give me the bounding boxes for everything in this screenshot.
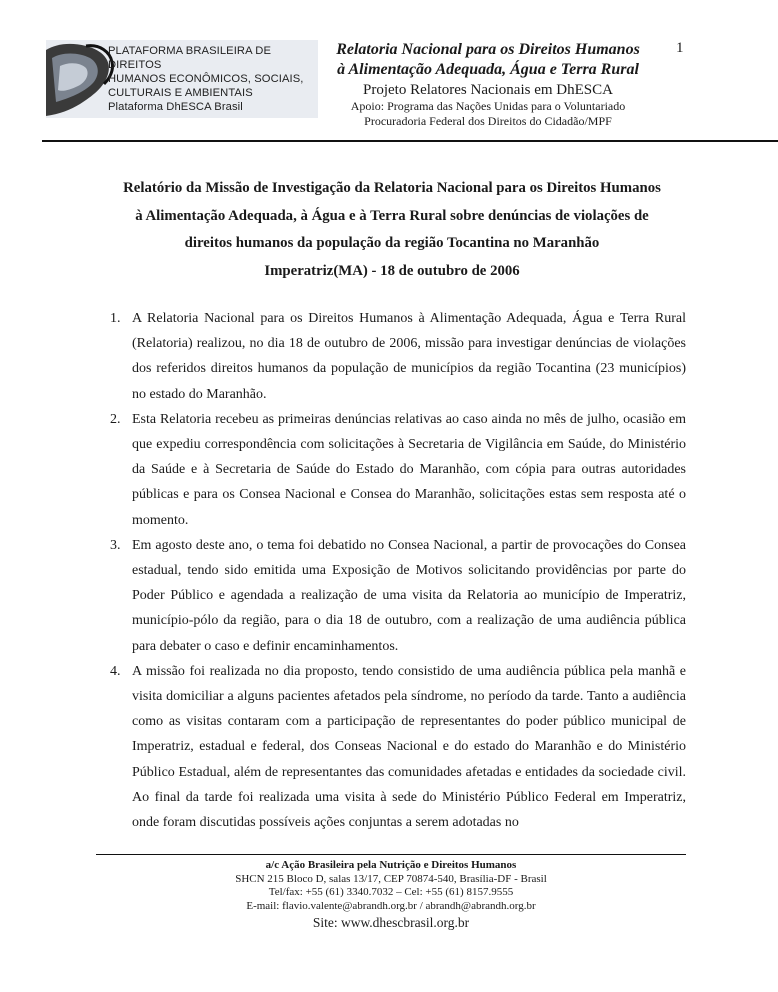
header-support-line2: Procuradoria Federal dos Direitos do Cidadão/MPF (364, 114, 612, 128)
logo-line: CULTURAIS E AMBIENTAIS (108, 87, 253, 99)
title-line: Relatório da Missão de Investigação da Relatoria Nacional para os Direitos Humanos (123, 180, 661, 196)
paragraph-text: A Relatoria Nacional para os Direitos Humanos à Alimentação Adequada, Água e Terra Rural (Relatoria) realizou, no dia 18 de outubro de 2006, missão para investigar denúncias de violações dos referidos direitos humanos da população de municípios da região Tocantina (23 municípios) no estado do Maranhão. (132, 311, 686, 402)
header-project: Projeto Relatores Nacionais em DhESCA (363, 82, 613, 98)
paragraph-list (104, 306, 686, 835)
footer-divider (96, 854, 686, 855)
footer-site: Site: www.dhescbrasil.org.br (312, 914, 470, 930)
title-line: à Alimentação Adequada, à Água e à Terra Rural sobre denúncias de violações de (135, 207, 649, 224)
paragraph (104, 407, 686, 533)
paragraph-number: 2. (110, 411, 121, 427)
paragraph-text: Em agosto deste ano, o tema foi debatido no Consea Nacional, a partir de provocações do Consea estadual, tendo sido emitida uma Exposição de Motivos solicitando providências por parte do Poder Público e agendada a realização de uma visita da Relatoria ao município de Imperatriz, município-pólo da região, para o dia 18 de outubro, com a realização de uma audiência pública para debater o caso e definir encaminhamentos. (132, 537, 686, 654)
header-title-line2: à Alimentação Adequada, Água e Terra Rural (337, 61, 639, 78)
paragraph-text: Esta Relatoria recebeu as primeiras denúncias relativas ao caso ainda no mês de julho, ocasião em que expediu correspondência com solicitações à Secretaria de Vigilância em Saúde, do Ministério da Saúde e à Secretaria de Saúde do Estado do Maranhão, com cópia para outras autoridades públicas e para os Consea Nacional e Consea do Maranhão, solicitações estas sem resposta até o momento. (132, 411, 686, 528)
logo-line: PLATAFORMA BRASILEIRA DE DIREITOS (108, 45, 272, 71)
paragraph (104, 659, 686, 835)
logo-line: HUMANOS ECONÔMICOS, SOCIAIS, (108, 73, 304, 85)
paragraph-number: 4. (110, 663, 121, 679)
paragraph-text: A missão foi realizada no dia proposto, tendo consistido de uma audiência pública pela manhã e visita domiciliar a alguns pacientes afetados pela síndrome, no período da tarde. Tanto a audiência como as visitas contaram com a participação de representantes do poder público municipal de Imperatriz, estadual e federal, dos Conseas Nacional e do estado do Maranhão e do Ministério Público Estadual, além de representantes das comunidades afetadas e entidades da sociedade civil. Ao final da tarde foi realizada uma visita à sede do Ministério Público Federal em Imperatriz, onde foram discutidas possíveis ações conjuntas a serem adotadas no (132, 663, 686, 831)
header-divider (42, 140, 778, 142)
header-title-line1: Relatoria Nacional para os Direitos Humanos (336, 41, 640, 58)
title-line: direitos humanos da população da região Tocantina no Maranhão (184, 235, 600, 251)
footer-org: a/c Ação Brasileira pela Nutrição e Direitos Humanos (265, 859, 517, 871)
logo-text (108, 44, 318, 114)
footer-address: SHCN 215 Bloco D, salas 13/17, CEP 70874-540, Brasília-DF - Brasil (235, 872, 547, 885)
header-center (318, 40, 658, 129)
paragraph-number: 3. (110, 537, 121, 553)
page-number: 1 (676, 40, 684, 56)
footer (96, 859, 686, 931)
footer-phone: Tel/fax: +55 (61) 3340.7032 – Cel: +55 (61) 8157.9555 (268, 886, 514, 899)
paragraph (104, 306, 686, 407)
paragraph (104, 533, 686, 659)
document-title (96, 175, 688, 285)
title-line: Imperatriz(MA) - 18 de outubro de 2006 (264, 262, 520, 279)
logo-line: Plataforma DhESCA Brasil (108, 101, 243, 113)
header-support-line1: Apoio: Programa das Nações Unidas para o Voluntariado (350, 99, 626, 113)
paragraph-number: 1. (110, 311, 121, 326)
footer-email: E-mail: flavio.valente@abrandh.org.br / abrandh@abrandh.org.br (246, 900, 536, 913)
